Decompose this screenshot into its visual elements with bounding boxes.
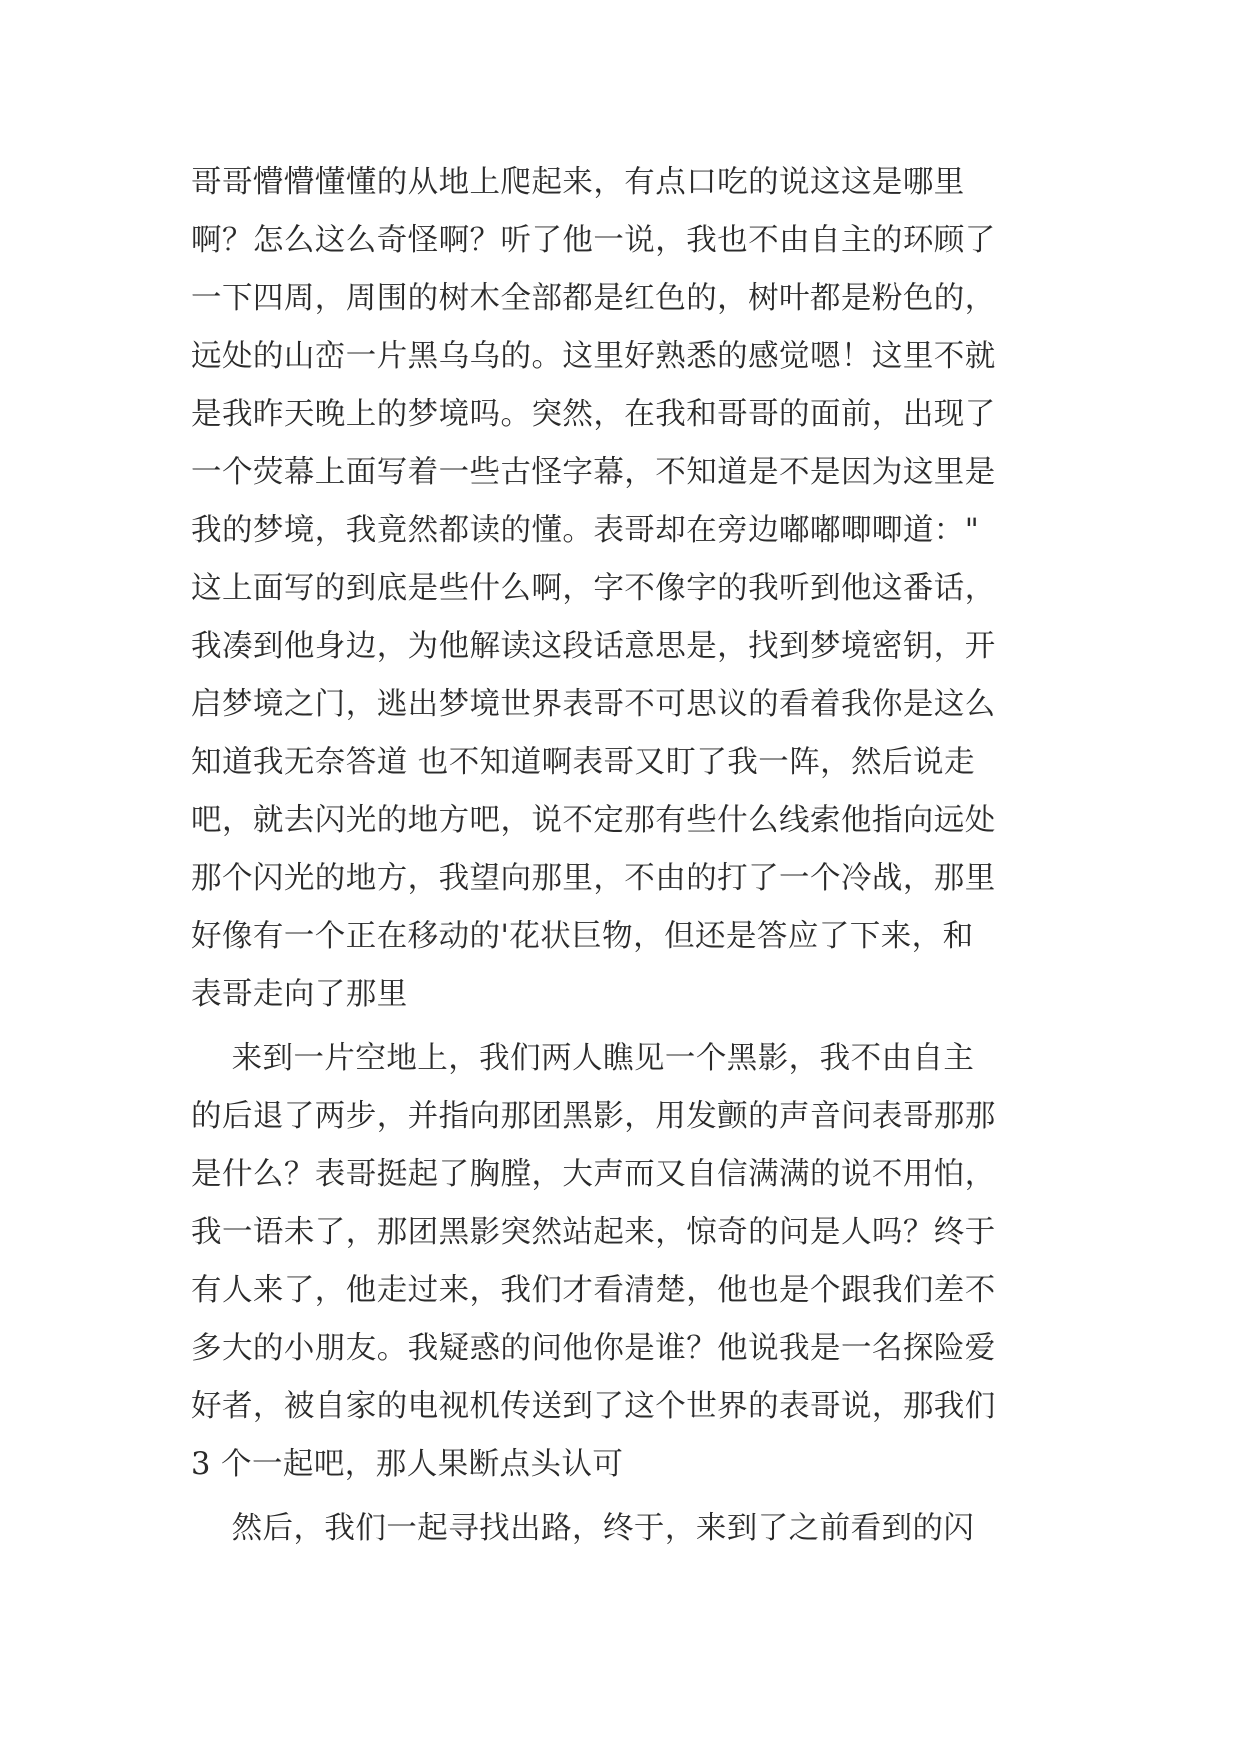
text-line: 啊？怎么这么奇怪啊？听了他一说，我也不由自主的环顾了 [191, 223, 996, 258]
text-line: 我的梦境，我竟然都读的懂。表哥却在旁边嘟嘟唧唧道：" [191, 513, 980, 548]
text-line: 3 个一起吧，那人果断点头认可 [191, 1447, 624, 1482]
paragraph [191, 154, 1071, 1024]
text-line: 来到一片空地上，我们两人瞧见一个黑影，我不由自主 [191, 1041, 975, 1076]
text-line: 我凑到他身边，为他解读这段话意思是，找到梦境密钥，开 [191, 629, 996, 664]
text-line: 是我昨天晚上的梦境吗。突然，在我和哥哥的面前，出现了 [191, 397, 996, 432]
text-line: 一下四周，周围的树木全部都是红色的，树叶都是粉色的， [191, 281, 996, 316]
text-line: 表哥走向了那里 [191, 977, 408, 1012]
text-line: 多大的小朋友。我疑惑的问他你是谁？他说我是一名探险爱 [191, 1331, 996, 1366]
text-line: 然后，我们一起寻找出路，终于，来到了之前看到的闪 [191, 1511, 975, 1546]
text-line: 这上面写的到底是些什么啊，字不像字的我听到他这番话， [191, 571, 996, 606]
text-line: 远处的山峦一片黑乌乌的。这里好熟悉的感觉嗯！这里不就 [191, 339, 996, 374]
paragraph [191, 1030, 1071, 1494]
text-line: 一个荧幕上面写着一些古怪字幕，不知道是不是因为这里是 [191, 455, 996, 490]
text-line: 好像有一个正在移动的'花状巨物，但还是答应了下来，和 [191, 919, 974, 954]
body-text [191, 154, 1071, 1558]
text-line: 那个闪光的地方，我望向那里，不由的打了一个冷战，那里 [191, 861, 996, 896]
text-line: 好者，被自家的电视机传送到了这个世界的表哥说，那我们 [191, 1389, 996, 1424]
text-line: 启梦境之门，逃出梦境世界表哥不可思议的看着我你是这么 [191, 687, 996, 722]
text-line: 知道我无奈答道 也不知道啊表哥又盯了我一阵，然后说走 [191, 745, 975, 780]
text-line: 是什么？表哥挺起了胸膛，大声而又自信满满的说不用怕， [191, 1157, 996, 1192]
text-line: 哥哥懵懵懂懂的从地上爬起来，有点口吃的说这这是哪里 [191, 165, 965, 200]
text-line: 有人来了，他走过来，我们才看清楚，他也是个跟我们差不 [191, 1273, 996, 1308]
text-line: 吧，就去闪光的地方吧，说不定那有些什么线索他指向远处 [191, 803, 996, 838]
text-line: 我一语未了，那团黑影突然站起来，惊奇的问是人吗？终于 [191, 1215, 996, 1250]
text-line: 的后退了两步，并指向那团黑影，用发颤的声音问表哥那那 [191, 1099, 996, 1134]
paragraph [191, 1500, 1071, 1558]
